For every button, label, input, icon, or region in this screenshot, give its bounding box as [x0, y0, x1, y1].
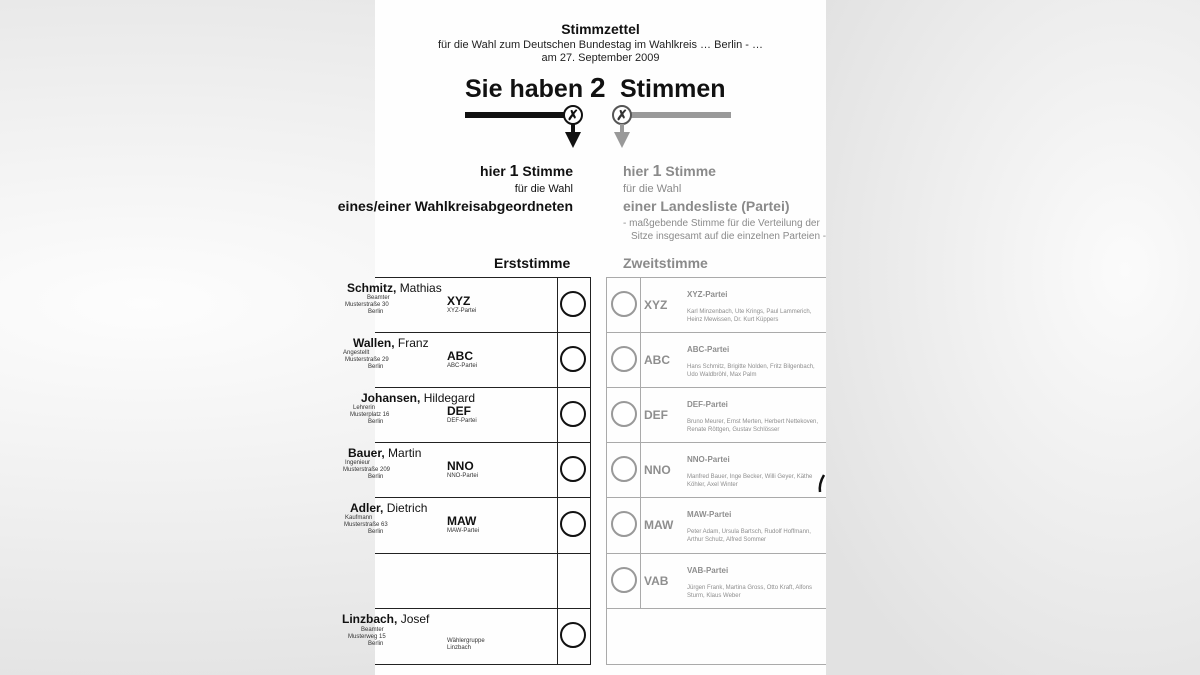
ballot-subtitle: für die Wahl zum Deutschen Bundestag im Wahlkreis … Berlin - …	[437, 39, 764, 51]
list-row	[606, 387, 826, 442]
background-right	[826, 0, 1200, 675]
zweit-info-heading	[623, 163, 716, 181]
candidate-row	[344, 497, 591, 553]
pen-mark-icon	[817, 474, 826, 494]
candidate-party-name: Wählergruppe Linzbach	[447, 638, 485, 651]
erststimme-vote-circle[interactable]	[560, 622, 586, 648]
candidate-row	[343, 332, 591, 387]
list-members: Jürgen Frank, Martina Gross, Otto Kraft, Alfons Sturm, Klaus Weber	[687, 585, 813, 599]
list-name: XYZ-Partei	[687, 290, 728, 299]
zweit-info-fuer: für die Wahl	[623, 183, 682, 195]
list-abbr: XYZ	[644, 298, 668, 312]
list-abbr: VAB	[644, 574, 669, 588]
candidate-surname: Johansen,	[361, 391, 421, 405]
erststimme-vote-circle[interactable]	[560, 401, 586, 427]
candidate-party-name: XYZ-Partei	[447, 308, 477, 314]
list-abbr: ABC	[644, 353, 670, 367]
list-row	[606, 553, 826, 608]
candidate-firstname: Josef	[400, 612, 430, 626]
list-members: Peter Adam, Ursula Bartsch, Rudolf Hoffmann, Arthur Schulz, Alfred Sommer	[687, 529, 811, 543]
list-name: DEF-Partei	[687, 400, 728, 409]
candidate-city: Berlin	[368, 474, 384, 480]
list-name: VAB-Partei	[687, 566, 729, 575]
zweitstimme-vote-circle[interactable]	[611, 346, 637, 372]
zweitstimme-vote-circle[interactable]	[611, 401, 637, 427]
zweit-row-divider	[606, 608, 826, 609]
zweit-one: 1	[652, 163, 662, 180]
candidate-city: Berlin	[368, 641, 384, 647]
candidate-profession: Angestellt	[343, 350, 370, 356]
list-name: MAW-Partei	[687, 510, 732, 519]
cross-icon: ✗	[563, 105, 583, 125]
list-members: Karl Minzenbach, Ute Krings, Paul Lammerich, Heinz Mewissen, Dr. Kurt Küppers	[687, 309, 812, 323]
ballot-paper	[337, 0, 827, 675]
candidate-profession: Ingenieur	[345, 460, 371, 466]
candidate-surname: Schmitz,	[347, 281, 397, 295]
candidate-row	[345, 277, 591, 332]
erststimme-vote-circle[interactable]	[560, 511, 586, 537]
zweit-info-note1: - maßgebende Stimme für die Verteilung der	[623, 218, 820, 229]
votes-count: 2	[590, 72, 606, 103]
zweit-bar	[621, 112, 731, 118]
candidate-party-abbr: MAW	[447, 514, 477, 528]
candidate-firstname: Hildegard	[423, 391, 476, 405]
list-abbr: MAW	[644, 518, 674, 532]
list-row	[606, 497, 826, 553]
list-abbr: NNO	[644, 463, 671, 477]
candidate-city: Berlin	[368, 529, 384, 535]
cross-icon: ✗	[612, 105, 632, 125]
zweitstimme-vote-circle[interactable]	[611, 567, 637, 593]
list-members: Manfred Bauer, Inge Becker, Willi Geyer, Käthe Köhler, Axel Winter	[687, 474, 813, 488]
candidate-surname: Bauer,	[348, 446, 385, 460]
candidate-street: Musterplatz 16	[350, 412, 390, 418]
erst-bar	[465, 112, 573, 118]
erststimme-vote-circle[interactable]	[560, 346, 586, 372]
arrow-down-icon	[565, 132, 581, 148]
erststimme-vote-circle[interactable]	[560, 456, 586, 482]
erst-info-heading	[480, 163, 573, 181]
candidate-firstname: Mathias	[399, 281, 442, 295]
erst-one: 1	[509, 163, 519, 180]
column-header-erststimme: Erststimme	[494, 255, 571, 271]
candidate-street: Musterweg 15	[348, 634, 386, 640]
candidate-city: Berlin	[368, 419, 384, 425]
candidate-profession: Lehrerin	[353, 405, 376, 411]
candidate-profession: Kaufmann	[345, 515, 373, 521]
candidate-party-abbr: XYZ	[447, 294, 471, 308]
zweit-table-bottom	[606, 664, 826, 665]
candidate-row	[343, 442, 591, 497]
zweit-hier: hier	[623, 163, 649, 179]
candidate-party-name: DEF-Partei	[447, 418, 477, 424]
candidate-party-abbr: ABC	[447, 349, 473, 363]
erst-hier: hier	[480, 163, 506, 179]
ballot-title: Stimmzettel	[561, 21, 640, 37]
erst-stimme: Stimme	[522, 163, 573, 179]
candidate-row	[350, 387, 591, 442]
candidate-surname: Linzbach,	[342, 612, 398, 626]
zweitstimme-vote-circle[interactable]	[611, 291, 637, 317]
candidate-profession: Beamter	[367, 295, 390, 301]
votes-text-left: Sie haben	[465, 75, 584, 103]
candidate-street: Musterstraße 209	[343, 467, 391, 473]
candidate-party-name: ABC-Partei	[447, 363, 478, 369]
candidate-city: Berlin	[368, 364, 384, 370]
candidate-firstname: Franz	[397, 336, 429, 350]
zweit-info-note2: Sitze insgesamt auf die einzelnen Parteien -	[631, 231, 827, 242]
list-name: NNO-Partei	[687, 455, 730, 464]
candidate-surname: Adler,	[350, 501, 384, 515]
erst-info-target: eines/einer Wahlkreisabgeordneten	[337, 198, 573, 214]
list-row	[606, 277, 826, 332]
candidate-profession: Beamter	[361, 627, 384, 633]
candidate-surname: Wallen,	[353, 336, 395, 350]
list-abbr: DEF	[644, 408, 668, 422]
list-row	[606, 332, 826, 387]
candidate-row	[342, 608, 591, 664]
erst-table-bottom	[375, 664, 591, 665]
list-members: Hans Schmitz, Brigitte Nolden, Fritz Bilgenbach, Udo Waldbröhl, Max Palm	[687, 364, 815, 378]
candidate-firstname: Martin	[388, 446, 422, 460]
list-name: ABC-Partei	[687, 345, 730, 354]
candidate-party-name: NNO-Partei	[447, 473, 479, 479]
candidate-party-name: MAW-Partei	[447, 528, 480, 534]
zweit-stimme: Stimme	[665, 163, 716, 179]
candidate-street: Musterstraße 29	[345, 357, 389, 363]
column-header-zweitstimme: Zweitstimme	[623, 255, 708, 271]
arrow-down-icon	[614, 132, 630, 148]
erst-row-divider	[375, 553, 591, 554]
zweitstimme-vote-circle[interactable]	[611, 511, 637, 537]
erst-info-fuer: für die Wahl	[514, 183, 573, 195]
zweit-info-target: einer Landesliste (Partei)	[623, 198, 790, 214]
erststimme-vote-circle[interactable]	[560, 291, 586, 317]
list-row	[606, 442, 826, 497]
ballot-date: am 27. September 2009	[541, 52, 660, 64]
candidate-party-abbr: DEF	[447, 404, 471, 418]
votes-text-right: Stimmen	[620, 75, 726, 103]
candidate-firstname: Dietrich	[386, 501, 428, 515]
candidate-party-abbr: NNO	[447, 459, 474, 473]
candidate-city: Berlin	[368, 309, 384, 315]
candidate-street: Musterstraße 30	[345, 302, 389, 308]
candidate-street: Musterstraße 63	[344, 522, 388, 528]
zweitstimme-vote-circle[interactable]	[611, 456, 637, 482]
list-members: Bruno Meurer, Ernst Merten, Herbert Nettekoven, Renate Röttgen, Gustav Schlösser	[687, 419, 819, 433]
